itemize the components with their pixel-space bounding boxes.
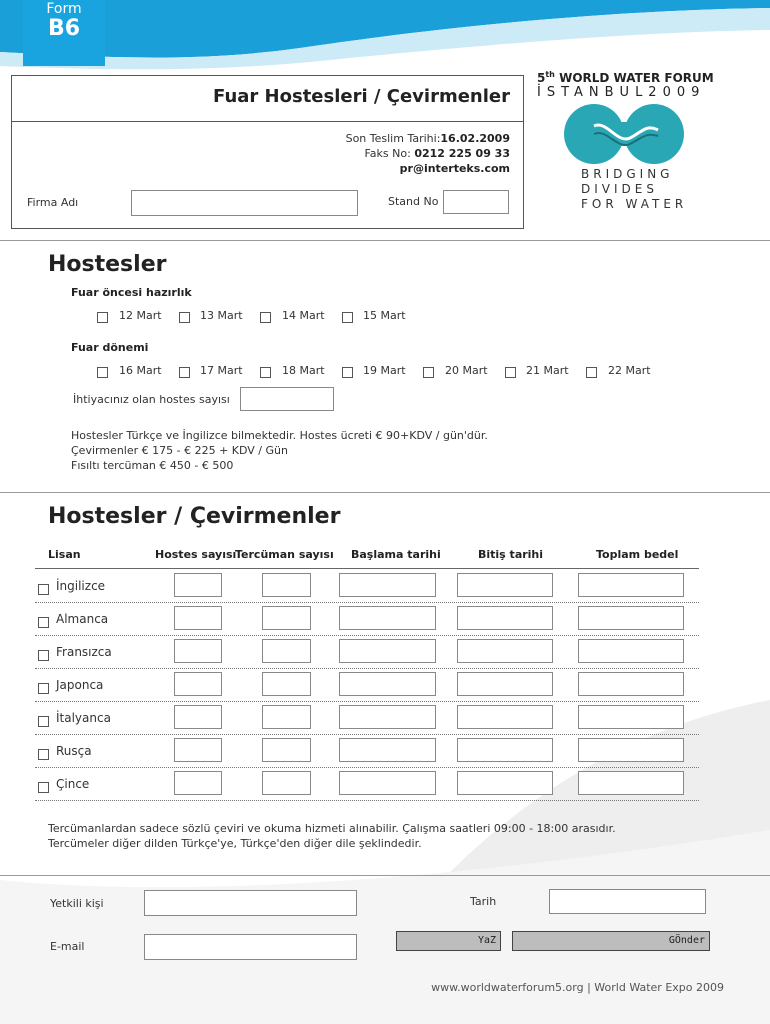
total-cost-input[interactable] (578, 573, 684, 597)
total-cost-input[interactable] (578, 738, 684, 762)
contact-email: pr@interteks.com (399, 162, 510, 175)
language-label: Fransızca (56, 645, 112, 659)
date-label: 22 Mart (608, 364, 651, 377)
header-wave (0, 0, 770, 75)
fair-period-label: Fuar dönemi (71, 341, 149, 354)
page-title: Fuar Hostesleri / Çevirmenler (213, 86, 510, 107)
tercuman-count-input[interactable] (262, 672, 311, 696)
start-date-input[interactable] (339, 705, 436, 729)
date-label: 18 Mart (282, 364, 325, 377)
end-date-input[interactable] (457, 705, 553, 729)
section-divider (0, 492, 770, 493)
section-divider (0, 240, 770, 241)
date-label: 13 Mart (200, 309, 243, 322)
fax-label: Faks No: (364, 147, 411, 160)
footer-text: www.worldwaterforum5.org | World Water Expo 2009 (431, 981, 724, 994)
total-cost-input[interactable] (578, 771, 684, 795)
section-divider (0, 875, 770, 876)
table-row-line (35, 800, 699, 801)
email-label: E-mail (50, 940, 85, 953)
tagline-line-3: FOR WATER (581, 197, 688, 211)
hostes-count-input[interactable] (174, 705, 222, 729)
form-tag-code: B6 (47, 16, 81, 41)
send-button[interactable]: GÖnder (512, 931, 710, 951)
date-label: 21 Mart (526, 364, 569, 377)
start-date-input[interactable] (339, 672, 436, 696)
table-row-line (35, 668, 699, 669)
date-label: 19 Mart (363, 364, 406, 377)
language-label: Japonca (56, 678, 104, 692)
tarih-input[interactable] (549, 889, 706, 914)
forum-title (537, 70, 714, 85)
col-lisan: Lisan (48, 548, 81, 561)
table-header-line (35, 568, 699, 569)
hostess-count-label: İhtiyacınız olan hostes sayısı (73, 393, 230, 406)
end-date-input[interactable] (457, 573, 553, 597)
language-label: Almanca (56, 612, 109, 626)
tercuman-count-input[interactable] (262, 771, 311, 795)
language-checkbox[interactable] (38, 749, 49, 760)
hostes-count-input[interactable] (174, 672, 222, 696)
email-input[interactable] (144, 934, 357, 960)
forum-city: İSTANBUL2009 (537, 85, 706, 100)
form-tag (23, 0, 105, 66)
language-label: Çince (56, 777, 90, 791)
checkbox-20-mart[interactable] (423, 367, 434, 378)
date-label: 20 Mart (445, 364, 488, 377)
checkbox-21-mart[interactable] (505, 367, 516, 378)
hostes-count-input[interactable] (174, 606, 222, 630)
tagline-line-2: DIVIDES (581, 182, 658, 196)
hostes-count-input[interactable] (174, 573, 222, 597)
end-date-input[interactable] (457, 606, 553, 630)
start-date-input[interactable] (339, 639, 436, 663)
forum-number: 5 (537, 71, 546, 85)
deadline-label: Son Teslim Tarihi: (345, 132, 441, 145)
start-date-input[interactable] (339, 573, 436, 597)
note-line: Hostesler Türkçe ve İngilizce bilmektedir. Hostes ücreti € 90+KDV / gün'dür. (71, 429, 488, 442)
checkbox-12-mart[interactable] (97, 312, 108, 323)
forum-sup: th (545, 70, 555, 79)
tercuman-count-input[interactable] (262, 606, 311, 630)
header-box (11, 75, 524, 229)
pre-fair-label: Fuar öncesi hazırlık (71, 286, 192, 299)
date-label: 12 Mart (119, 309, 162, 322)
translator-notes (48, 821, 616, 851)
end-date-input[interactable] (457, 639, 553, 663)
checkbox-18-mart[interactable] (260, 367, 271, 378)
fax-info (364, 147, 510, 160)
table-row-line (35, 701, 699, 702)
water-logo-icon (562, 104, 686, 164)
email-info (400, 162, 510, 175)
date-label: 14 Mart (282, 309, 325, 322)
table-row-line (35, 635, 699, 636)
language-checkbox[interactable] (38, 617, 49, 628)
start-date-input[interactable] (339, 738, 436, 762)
language-label: Rusça (56, 744, 92, 758)
note-line: Tercümeler diğer dilden Türkçe'ye, Türkçe'den diğer dile şeklindedir. (48, 837, 422, 850)
col-bitis-tarihi: Bitiş tarihi (478, 548, 544, 561)
checkbox-16-mart[interactable] (97, 367, 108, 378)
checkbox-22-mart[interactable] (586, 367, 597, 378)
hostess-notes (71, 428, 488, 473)
tercuman-count-input[interactable] (262, 738, 311, 762)
print-button[interactable]: YaZ (396, 931, 501, 951)
tercuman-count-input[interactable] (262, 705, 311, 729)
checkbox-17-mart[interactable] (179, 367, 190, 378)
deadline-value: 16.02.2009 (440, 132, 510, 145)
hostes-count-input[interactable] (174, 771, 222, 795)
forum-name: WORLD WATER FORUM (559, 71, 714, 85)
language-label: İngilizce (56, 579, 106, 593)
language-checkbox[interactable] (38, 782, 49, 793)
col-baslama-tarihi: Başlama tarihi (351, 548, 441, 561)
date-label: 15 Mart (363, 309, 406, 322)
hostes-count-input[interactable] (174, 738, 222, 762)
checkbox-13-mart[interactable] (179, 312, 190, 323)
language-checkbox[interactable] (38, 716, 49, 727)
table-row-line (35, 734, 699, 735)
deadline-info (346, 132, 510, 145)
start-date-input[interactable] (339, 771, 436, 795)
language-checkbox[interactable] (38, 584, 49, 595)
start-date-input[interactable] (339, 606, 436, 630)
hostess-count-input[interactable] (240, 387, 334, 411)
table-row-line (35, 602, 699, 603)
logo-tagline (581, 167, 687, 212)
col-tercuman-sayisi: Tercüman sayısı (235, 548, 334, 561)
table-row-line (35, 767, 699, 768)
hostesler-heading: Hostesler (48, 252, 167, 277)
date-label: 16 Mart (119, 364, 162, 377)
fax-value: 0212 225 09 33 (414, 147, 510, 160)
tarih-label: Tarih (470, 895, 497, 908)
note-line: Çevirmenler € 175 - € 225 + KDV / Gün (71, 444, 288, 457)
language-checkbox[interactable] (38, 683, 49, 694)
firma-label: Firma Adı (27, 196, 79, 209)
background-swoosh (0, 680, 770, 1024)
checkbox-15-mart[interactable] (342, 312, 353, 323)
tagline-line-1: BRIDGING (581, 167, 674, 181)
tercuman-count-input[interactable] (262, 639, 311, 663)
total-cost-input[interactable] (578, 639, 684, 663)
language-checkbox[interactable] (38, 650, 49, 661)
col-hostes-sayisi: Hostes sayısı (155, 548, 237, 561)
total-cost-input[interactable] (578, 705, 684, 729)
note-line: Fısıltı tercüman € 450 - € 500 (71, 459, 234, 472)
checkbox-14-mart[interactable] (260, 312, 271, 323)
date-label: 17 Mart (200, 364, 243, 377)
header-divider (12, 121, 523, 122)
tercuman-count-input[interactable] (262, 573, 311, 597)
end-date-input[interactable] (457, 771, 553, 795)
end-date-input[interactable] (457, 672, 553, 696)
form-tag-label: Form (46, 1, 82, 17)
yetkili-label: Yetkili kişi (50, 897, 104, 910)
translators-heading: Hostesler / Çevirmenler (48, 504, 341, 529)
note-line: Tercümanlardan sadece sözlü çeviri ve okuma hizmeti alınabilir. Çalışma saatleri 09:00 - 18:00 arasıdır. (48, 822, 616, 835)
language-label: İtalyanca (56, 711, 111, 725)
yetkili-input[interactable] (144, 890, 357, 916)
firma-input[interactable] (131, 190, 358, 216)
end-date-input[interactable] (457, 738, 553, 762)
col-toplam-bedel: Toplam bedel (596, 548, 679, 561)
hostes-count-input[interactable] (174, 639, 222, 663)
stand-input[interactable] (443, 190, 509, 214)
stand-label: Stand No (388, 195, 439, 208)
checkbox-19-mart[interactable] (342, 367, 353, 378)
total-cost-input[interactable] (578, 606, 684, 630)
total-cost-input[interactable] (578, 672, 684, 696)
